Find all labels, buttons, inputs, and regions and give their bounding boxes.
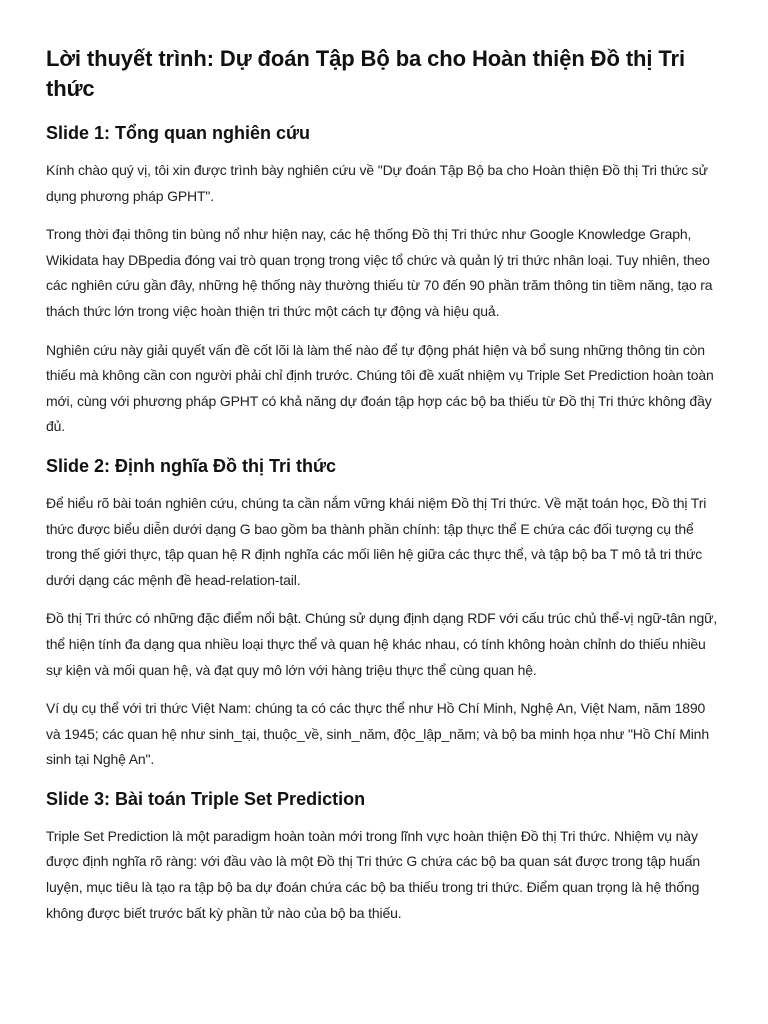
document-title: Lời thuyết trình: Dự đoán Tập Bộ ba cho Hoàn thiện Đồ thị Tri thức bbox=[46, 46, 686, 101]
slide-1-section bbox=[46, 120, 722, 440]
slide-2-heading: Slide 2: Định nghĩa Đồ thị Tri thức bbox=[46, 455, 337, 476]
slide-1-paragraph-3: Nghiên cứu này giải quyết vấn đề cốt lõi là làm thế nào để tự động phát hiện và bổ sung những thông tin còn thiếu mà không cần con người phải chỉ định trước. Chúng tôi đề xuất nhiệm vụ Triple Set Prediction hoàn toàn mới, cùng với phương pháp GPHT có khả năng dự đoán tập hợp các bộ ba thiếu từ Đồ thị Tri thức không đầy đủ. bbox=[46, 341, 714, 435]
slide-2-section bbox=[46, 453, 722, 773]
slide-2-paragraph-2: Đồ thị Tri thức có những đặc điểm nổi bật. Chúng sử dụng định dạng RDF với cấu trúc chủ thể-vị ngữ-tân ngữ, thể hiện tính đa dạng qua nhiều loại thực thể và quan hệ khác nhau, có tính không hoàn chỉnh do thiếu nhiều sự kiện và mối quan hệ, và đạt quy mô lớn với hàng triệu thực thể cùng quan hệ. bbox=[46, 610, 718, 678]
slide-1-heading: Slide 1: Tổng quan nghiên cứu bbox=[46, 123, 311, 143]
slide-3-paragraph-1: Triple Set Prediction là một paradigm hoàn toàn mới trong lĩnh vực hoàn thiện Đồ thị Tri thức. Nhiệm vụ này được định nghĩa rõ ràng: với đầu vào là một Đồ thị Tri thức G chứa các bộ ba quan sát được trong tập huấn luyện, mục tiêu là tạo ra tập bộ ba dự đoán chứa các bộ ba thiếu trong tri thức. Điểm quan trọng là hệ thống không được biết trước bất kỳ phần tử nào của bộ ba thiếu. bbox=[46, 827, 700, 921]
slide-2-paragraph-1: Để hiểu rõ bài toán nghiên cứu, chúng ta cần nắm vững khái niệm Đồ thị Tri thức. Về mặt toán học, Đồ thị Tri thức được biểu diễn dưới dạng G bao gồm ba thành phần chính: tập thực thể E chứa các đối tượng cụ thể trong thế giới thực, tập quan hệ R định nghĩa các mối liên hệ giữa các thực thể, và tập bộ ba T mô tả tri thức dưới dạng các mệnh đề head-relation-tail. bbox=[46, 494, 707, 588]
slide-3-heading: Slide 3: Bài toán Triple Set Prediction bbox=[46, 788, 366, 809]
slide-1-paragraph-2: Trong thời đại thông tin bùng nổ như hiện nay, các hệ thống Đồ thị Tri thức như Google Knowledge Graph, Wikidata hay DBpedia đóng vai trò quan trọng trong việc tổ chức và quản lý tri thức nhân loại. Tuy nhiên, theo các nghiên cứu gần đây, những hệ thống này thường thiếu từ 70 đến 90 phần trăm thông tin tiềm năng, tạo ra thách thức lớn trong việc hoàn thiện tri thức một cách tự động và hiệu quả. bbox=[46, 226, 713, 319]
slide-2-paragraph-3: Ví dụ cụ thể với tri thức Việt Nam: chúng ta có các thực thể như Hồ Chí Minh, Nghệ An, Việt Nam, năm 1890 và 1945; các quan hệ như sinh_tại, thuộc_về, sinh_năm, độc_lập_năm; và bộ ba minh họa như "Hồ Chí Minh sinh tại Nghệ An". bbox=[46, 700, 709, 768]
slide-3-section bbox=[46, 786, 722, 926]
slide-1-paragraph-1: Kính chào quý vị, tôi xin được trình bày nghiên cứu về "Dự đoán Tập Bộ ba cho Hoàn thiện Đồ thị Tri thức sử dụng phương pháp GPHT". bbox=[46, 162, 708, 204]
